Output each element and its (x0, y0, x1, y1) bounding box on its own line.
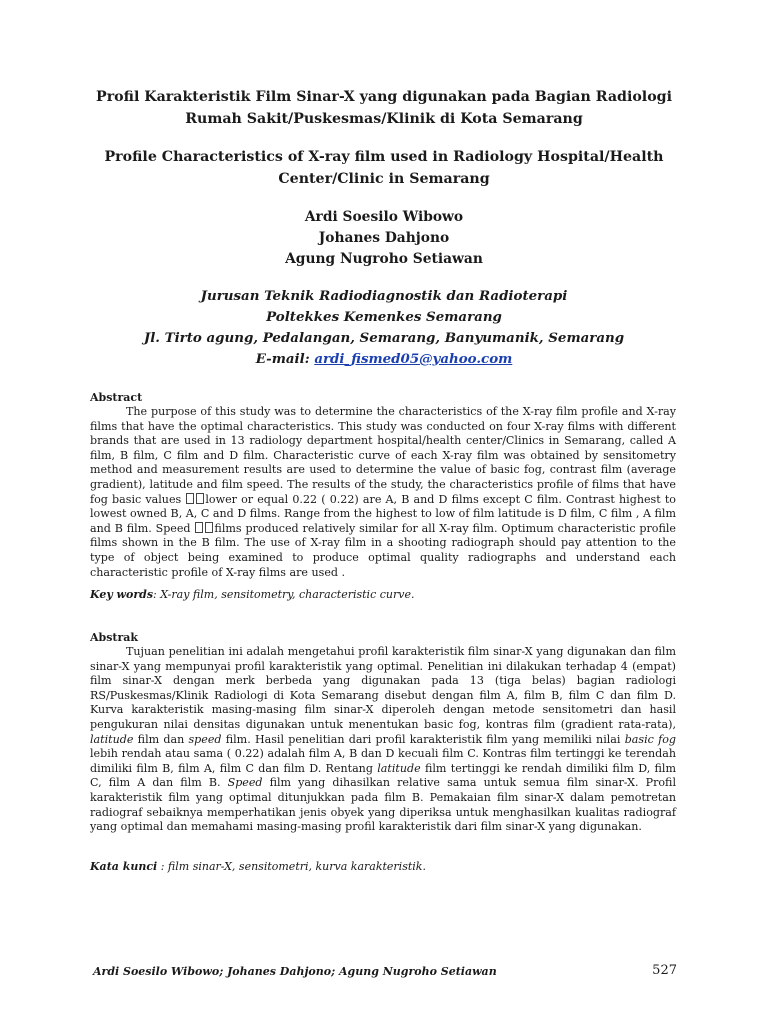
abstrak-term-speed: Speed (227, 776, 263, 790)
abstrak-text-1: Tujuan penelitian ini adalah mengetahui profil karakteristik film sinar-X yang digunakan dan film sinar-X yang mempunyai profil karakteristik yang optimal. Penelitian ini dilakukan terhadap 4 (empat) film sinar-X dengan merk berbeda yang digunakan pada 13 (tiga belas) bagian radiologi RS/Puskesmas/Klinik Radiologi di Kota Semarang disebut dengan film A, film B, film C dan film D. Kurva karakteristik masing-masing film sinar-X diperoleh dengan metode sensitometri dan hasil pengukuran nilai densitas digunakan untuk menentukan basic fog, kontras film (gradient rata-rata), (90, 645, 676, 731)
abstrak-text-2: film dan (133, 732, 189, 746)
email-label: E-mail: (255, 351, 315, 367)
abstrak-keywords (90, 860, 426, 874)
abstract-heading: Abstract (90, 391, 143, 404)
abstrak-text-3: film. Hasil penelitian dari profil karakteristik film yang memiliki nilai (221, 732, 625, 746)
abstract-keywords (90, 588, 414, 602)
affiliation-line3: Jl. Tirto agung, Pedalangan, Semarang, Banyumanik, Semarang (143, 330, 625, 346)
abstrak-term-latitude: latitude (377, 761, 421, 775)
author-list (90, 207, 678, 270)
kata-kunci-text: : film sinar-X, sensitometri, kurva karakteristik. (157, 860, 426, 873)
abstrak-text-5: film tertinggi ke rendah dimiliki film D, film C, film A dan film B. (90, 761, 676, 790)
email-link[interactable]: ardi_fismed05@yahoo.com (314, 351, 513, 367)
missing-glyph-icon (196, 493, 204, 504)
abstrak-term-basic-fog: basic fog (624, 732, 676, 746)
kata-kunci-label: Kata kunci (90, 860, 158, 873)
missing-glyph-icon (205, 522, 213, 533)
title-english (90, 146, 678, 190)
title-indonesian-line1: Profil Karakteristik Film Sinar-X yang digunakan pada Bagian Radiologi (96, 89, 672, 105)
abstract-paragraph (90, 405, 676, 580)
abstrak-term-latitude: latitude (90, 732, 134, 746)
affiliation-line2: Poltekkes Kemenkes Semarang (266, 309, 502, 325)
title-english-line1: Profile Characteristics of X-ray film used in Radiology Hospital/Health (104, 149, 664, 165)
keywords-text: : X-ray film, sensitometry, characteristic curve. (153, 588, 415, 601)
abstrak-term-speed: speed (188, 732, 222, 746)
abstract-text-3: films produced relatively similar for all X-ray film. Optimum characteristic profile films shown in the B film. The use of X-ray film in a shooting radiograph should pay attention to the type of object being examined to produce optimal quality radiographs and understand each characteristic profile of X-ray films are used . (90, 521, 676, 579)
abstrak-heading: Abstrak (90, 631, 139, 644)
affiliation (90, 286, 678, 369)
abstrak-paragraph (90, 645, 676, 835)
author-name: Johanes Dahjono (318, 229, 450, 246)
author-name: Agung Nugroho Setiawan (285, 251, 483, 267)
missing-glyph-icon (186, 493, 194, 504)
affiliation-line1: Jurusan Teknik Radiodiagnostik dan Radioterapi (200, 288, 568, 304)
page-number: 527 (652, 963, 677, 978)
abstrak-body (90, 645, 676, 835)
abstract-text-2: lower or equal 0.22 ( 0.22) are A, B and D films except C film. Contrast highest to lowest owned B, A, C and D films. Range from the highest to low of film latitude is D film, C film , A film and B film. Speed (90, 492, 676, 535)
title-indonesian (90, 86, 678, 130)
abstrak-text-6: film yang dihasilkan relative sama untuk semua film sinar-X. Profil karakteristik film yang optimal ditunjukkan pada film B. Pemakaian film sinar-X dalam pemotretan radiograf sebaiknya memperhatikan jenis obyek yang diperiksa untuk menghasilkan kualitas radiograf yang optimal dan memahami masing-masing profil karakteristik dari film sinar-X yang digunakan. (90, 776, 676, 834)
abstrak-text-4: lebih rendah atau sama ( 0.22) adalah film A, B dan D kecuali film C. Kontras film tertinggi ke terendah dimiliki film B, film A, film C dan film D. Rentang (90, 747, 676, 775)
abstract-text-1: The purpose of this study was to determine the characteristics of the X-ray film profile and X-ray films that have the optimal characteristics. This study was conducted on four X-ray films with different brands that are used in 13 radiology department hospital/health center/Clinics in Semarang, called A film, B film, C film and D film. Characteristic curve of each X-ray film was obtained by sensitometry method and measurement results are used to determine the value of basic fog, contrast film (average gradient), latitude and film speed. The results of the study, the characteristics profile of films that have fog basic values (90, 405, 676, 506)
footer-authors: Ardi Soesilo Wibowo; Johanes Dahjono; Agung Nugroho Setiawan (93, 965, 497, 978)
title-english-line2: Center/Clinic in Semarang (278, 171, 490, 187)
email-line (90, 349, 678, 369)
keywords-label: Key words (90, 588, 154, 601)
author-name: Ardi Soesilo Wibowo (304, 209, 464, 225)
title-indonesian-line2: Rumah Sakit/Puskesmas/Klinik di Kota Semarang (185, 111, 583, 127)
missing-glyph-icon (195, 522, 203, 533)
abstract-body (90, 405, 676, 580)
